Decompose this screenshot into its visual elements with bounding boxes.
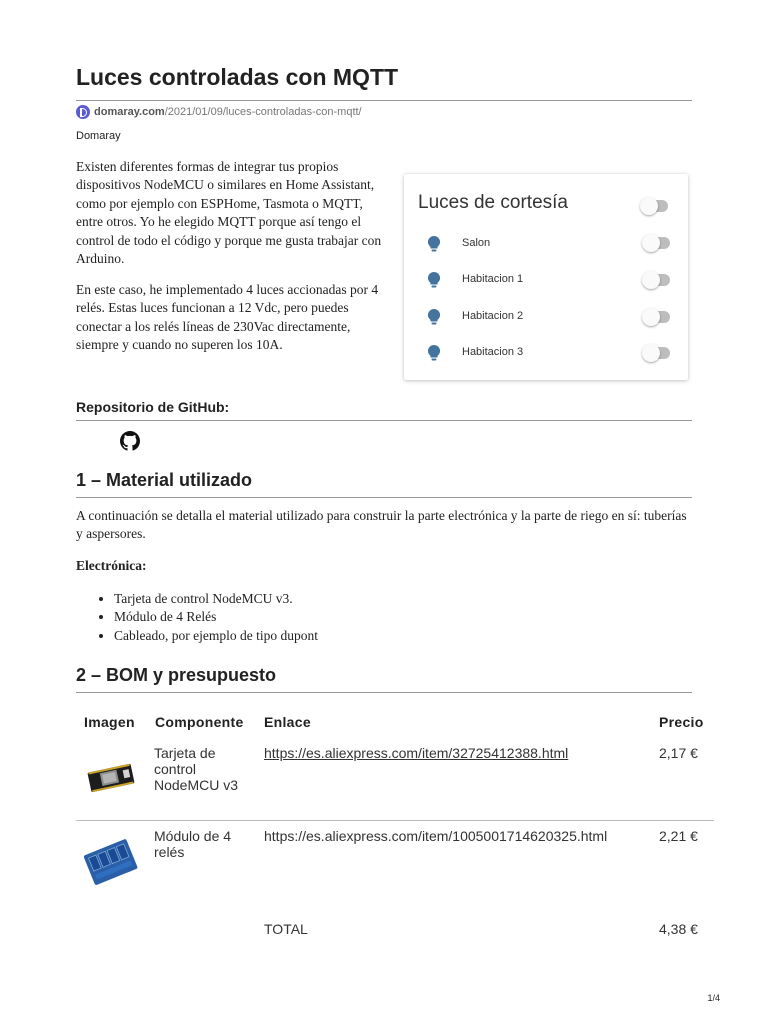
salon-toggle[interactable] xyxy=(644,237,670,249)
section-2-heading: 2 – BOM y presupuesto xyxy=(76,665,277,685)
section-1-heading: 1 – Material utilizado xyxy=(76,470,253,490)
relay-module-image xyxy=(84,838,138,888)
list-item: • Módulo de 4 Relés xyxy=(114,608,318,626)
site-logo-icon xyxy=(76,105,90,119)
list-item: • Cableado, por ejemplo de tipo dupont xyxy=(114,627,318,645)
source-link[interactable] xyxy=(76,105,362,119)
github-icon[interactable] xyxy=(120,431,140,451)
electronics-subheading: Electrónica: xyxy=(76,558,147,573)
bulb-icon xyxy=(428,345,440,361)
table-total-label: TOTAL xyxy=(264,921,308,937)
habitacion-1-toggle[interactable] xyxy=(644,274,670,286)
intro-paragraph-2: En este caso, he implementado 4 luces accionadas por 4 relés. Estas luces funcionan a 12 Vdc, pero puedes conectar a los relés líneas de 230Vac directamente, siempre y cuando no superen los 10A. xyxy=(76,282,379,353)
lights-card xyxy=(404,174,688,380)
habitacion-2-toggle[interactable] xyxy=(644,311,670,323)
habitacion-3-toggle[interactable] xyxy=(644,347,670,359)
table-cell-component: Módulo de 4 relés xyxy=(154,828,232,860)
table-total-value: 4,38 € xyxy=(659,921,698,937)
table-header-precio: Precio xyxy=(659,714,704,730)
intro-paragraph-1: Existen diferentes formas de integrar tus propios dispositivos NodeMCU o similares en Home Assistant, como por ejemplo con ESPHome, Tasmota o MQTT, entre otros. Yo he elegido MQTT porque así tengo el control de todo el código y porque me gusta trabajar con Arduino. xyxy=(76,159,382,267)
materials-list xyxy=(100,590,318,645)
page-title: Luces controladas con MQTT xyxy=(76,64,399,90)
table-cell-link[interactable]: https://es.aliexpress.com/item/1005001714620325.html xyxy=(264,828,608,844)
table-cell-link[interactable]: https://es.aliexpress.com/item/32725412388.html xyxy=(264,745,569,761)
table-row-divider xyxy=(76,820,714,821)
master-toggle[interactable] xyxy=(642,200,668,212)
author: Domaray xyxy=(76,130,121,142)
section-1-text: A continuación se detalla el material utilizado para construir la parte electrónica y la parte de riego en sí: tuberías y aspersores. xyxy=(76,508,687,542)
card-item-label: Habitacion 1 xyxy=(462,273,524,285)
source-domain[interactable]: domaray.com xyxy=(94,106,165,118)
bulb-icon xyxy=(428,236,440,252)
section-1-divider xyxy=(76,497,692,498)
bulb-icon xyxy=(428,309,440,325)
page-number: 1/4 xyxy=(707,993,720,1003)
card-item-label: Habitacion 3 xyxy=(462,346,524,358)
nodemcu-board-image xyxy=(84,758,138,798)
table-cell-component: Tarjeta de control NodeMCU v3 xyxy=(154,745,239,793)
table-header-imagen: Imagen xyxy=(84,714,135,730)
table-cell-price: 2,17 € xyxy=(659,745,698,761)
github-heading: Repositorio de GitHub: xyxy=(76,399,230,415)
bulb-icon xyxy=(428,272,440,288)
card-title: Luces de cortesía xyxy=(418,192,568,213)
github-divider xyxy=(76,420,692,421)
table-header-enlace: Enlace xyxy=(264,714,311,730)
card-item-label: Salon xyxy=(462,237,491,249)
list-item: • Tarjeta de control NodeMCU v3. xyxy=(114,590,318,608)
source-path[interactable]: /2021/01/09/luces-controladas-con-mqtt/ xyxy=(164,106,362,118)
table-header-componente: Componente xyxy=(155,714,244,730)
title-divider xyxy=(76,100,692,101)
card-item-label: Habitacion 2 xyxy=(462,310,524,322)
section-2-divider xyxy=(76,692,692,693)
table-cell-price: 2,21 € xyxy=(659,828,698,844)
